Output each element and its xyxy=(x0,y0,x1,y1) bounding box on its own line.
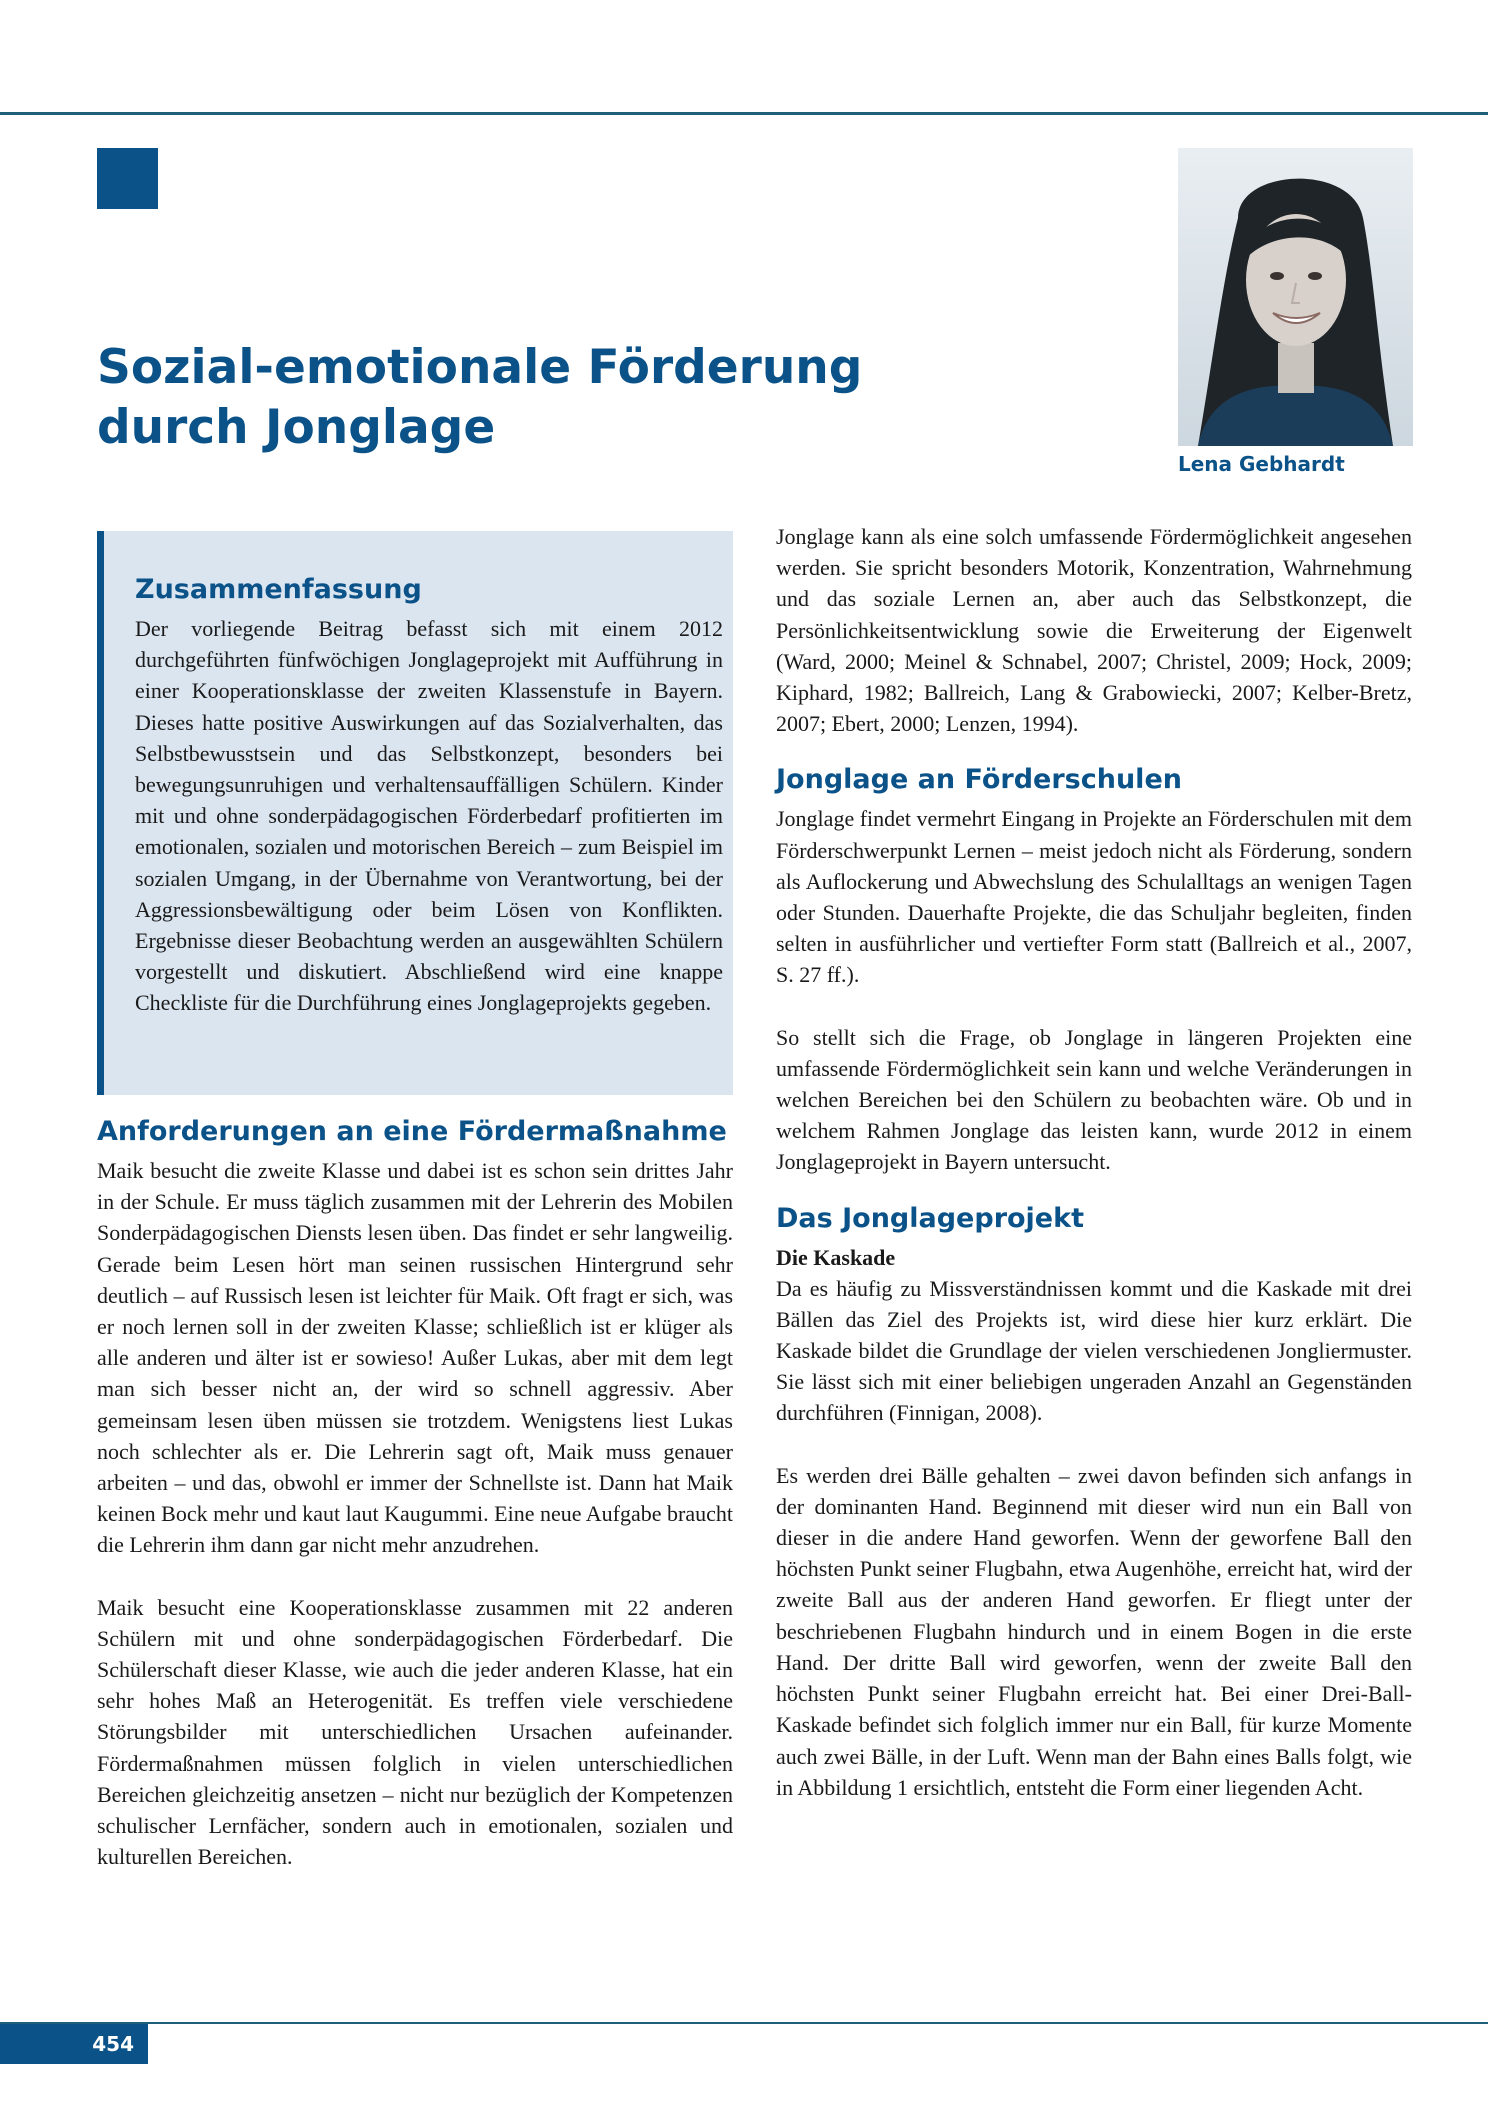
title-line-1: Sozial-emotionale Förderung xyxy=(97,340,863,395)
author-name: Lena Gebhardt xyxy=(1178,452,1345,476)
subheading-kaskade: Die Kaskade xyxy=(776,1244,896,1270)
summary-text: Der vorliegende Beitrag befasst sich mit einem 2012 durchgeführten fünfwöchigen Jonglageprojekt mit Aufführung in einer Kooperationsklasse der zweiten Klassenstufe in Bayern. Dieses hatte positive Auswirkungen auf das Sozialverhalten, das Selbstbewusstsein und das Selbstkonzept, besonders bei bewegungsunruhigen und verhaltensauffälligen Schülern. Kinder mit und ohne sonderpädagogischen Förderbedarf profitierten im emotionalen, sozialen und motorischen Bereich – zum Beispiel im sozialen Umgang, in der Übernahme von Verantwortung, bei der Aggressionsbewältigung oder beim Lösen von Konflikten. Ergebnisse dieser Beobachtung werden an ausgewählten Schülern vorgestellt und diskutiert. Abschließend wird eine knappe Checkliste für die Durchführung eines Jonglageprojekts gegeben. xyxy=(135,616,723,1016)
paragraph: Es werden drei Bälle gehalten – zwei davon befinden sich anfangs in der dominanten Hand. Beginnend mit dieser wird nun ein Ball von dieser in die andere Hand geworfen. Wenn der geworfene Ball den höchsten Punkt seiner Flugbahn, etwa Augenhöhe, erreicht hat, wird der zweite Ball aus der anderen Hand geworfen. Er fliegt unter der beschriebenen Flugbahn hindurch und in einem Bogen in die erste Hand. Der dritte Ball wird geworfen, wenn der zweite Ball den höchsten Punkt seiner Flugbahn erreicht hat. Bei einer Drei-Ball-Kaskade befindet sich folglich immer nur ein Ball, für kurze Momente auch zwei Bälle, in der Luft. Wenn man der Bahn eines Balls folgt, wie in Abbildung 1 ersichtlich, entsteht die Form einer liegenden Acht. xyxy=(776,1462,1412,1800)
paragraph: Jonglage kann als eine solch umfassende Fördermöglichkeit angesehen werden. Sie spricht besonders Motorik, Konzentration, Wahrnehmung und das soziale Lernen an, aber auch das Selbstkonzept, die Persönlichkeitsentwicklung sowie die Erweiterung der Eigenwelt (Ward, 2000; Meinel & Schnabel, 2007; Christel, 2009; Hock, 2009; Kiphard, 1982; Ballreich, Lang & Grabowiecki, 2007; Kelber-Bretz, 2007; Ebert, 2000; Lenzen, 1994). xyxy=(776,524,1412,737)
left-column xyxy=(97,1113,733,1872)
summary-heading: Zusammenfassung xyxy=(135,574,422,605)
author-portrait xyxy=(1178,148,1413,446)
paragraph: Maik besucht die zweite Klasse und dabei ist es schon sein drittes Jahr in der Schule. Er muss täglich zusammen mit der Lehrerin des Mobilen Sonderpädagogischen Diensts lesen üben. Das findet er sehr langweilig. Gerade beim Lesen hört man seinen russischen Hintergrund sehr deutlich – auf Russisch lesen ist leichter für Maik. Oft fragt er sich, was er noch lernen soll in der zweiten Klasse; schließlich ist er klüger als alle anderen und älter ist er sowieso! Außer Lukas, aber mit dem legt man sich besser nicht an, der wird so schnell aggressiv. Aber gemeinsam lesen üben müssen sie trotzdem. Wenigstens liest Lukas noch schlechter als er. Die Lehrerin sagt oft, Maik muss genauer arbeiten – und das, obwohl er immer der Schnellste ist. Dann hat Maik keinen Bock mehr und kaut laut Kaugummi. Eine neue Aufgabe braucht die Lehrerin ihm dann gar nicht mehr anzudrehen. xyxy=(97,1158,733,1558)
bottom-rule xyxy=(0,2022,1488,2024)
paragraph: So stellt sich die Frage, ob Jonglage in längeren Projekten eine umfassende Fördermöglichkeit sein kann und welche Veränderungen in welchen Bereichen bei den Schülern zu beobachten wäre. Ob und in welchem Rahmen Jonglage das leisten kann, wurde 2012 in einem Jonglageprojekt in Bayern untersucht. xyxy=(776,1024,1412,1175)
section-heading-foerderschulen: Jonglage an Förderschulen xyxy=(776,764,1182,796)
paragraph: Da es häufig zu Missverständnissen kommt und die Kaskade mit drei Bällen das Ziel des Projekts ist, wird diese hier kurz erklärt. Die Kaskade bildet die Grundlage der vielen verschiedenen Jongliermuster. Sie lässt sich mit einer beliebigen ungeraden Anzahl an Gegenständen durchführen (Finnigan, 2008). xyxy=(776,1275,1412,1426)
paragraph: Jonglage findet vermehrt Eingang in Projekte an Förderschulen mit dem Förderschwerpunkt Lernen – meist jedoch nicht als Förderung, sondern als Auflockerung und Abwechslung des Schulalltags an wenigen Tagen oder Stunden. Dauerhafte Projekte, die das Schuljahr begleiten, finden selten in ausführlicher und vertiefter Form statt (Ballreich et al., 2007, S. 27 ff.). xyxy=(776,806,1413,988)
summary-accent-bar xyxy=(97,531,104,1095)
section-marker-square xyxy=(97,148,158,209)
summary-box xyxy=(97,531,733,1095)
summary-content xyxy=(135,571,723,1019)
portrait-image xyxy=(1178,148,1413,446)
title-line-2: durch Jonglage xyxy=(97,400,496,455)
section-heading-anforderungen: Anforderungen an eine Fördermaßnahme xyxy=(97,1116,727,1147)
section-heading-jonglageprojekt: Das Jonglageprojekt xyxy=(776,1202,1084,1234)
article-title xyxy=(97,338,862,458)
page-number: 454 xyxy=(0,2024,148,2064)
paragraph: Maik besucht eine Kooperationsklasse zusammen mit 22 anderen Schülern mit und ohne sonderpädagogischen Förderbedarf. Die Schülerschaft dieser Klasse, wie auch die jeder anderen Klasse, hat ein sehr hohes Maß an Heterogenität. Es treffen viele verschiedene Störungsbilder mit unterschiedlichen Ursachen aufeinander. Fördermaßnahmen müssen folglich in vielen unterschiedlichen Bereichen gleichzeitig ansetzen – nicht nur bezüglich der Kompetenzen schulischer Lernfächer, sondern auch in emotionalen, sozialen und kulturellen Bereichen. xyxy=(97,1594,733,1870)
top-rule xyxy=(0,112,1488,115)
right-column xyxy=(776,521,1412,1803)
